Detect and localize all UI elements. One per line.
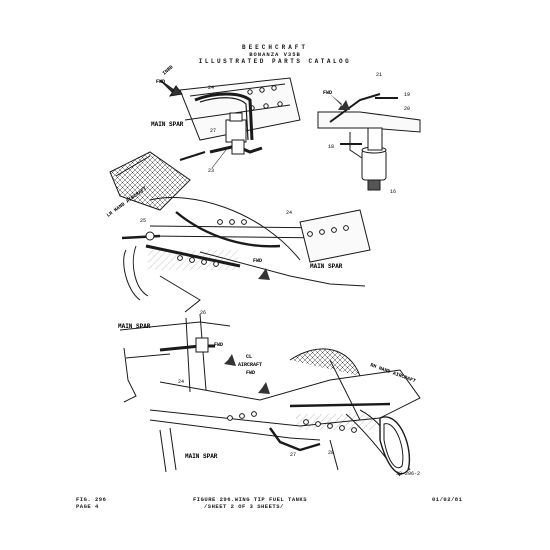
callout-19: 19 bbox=[404, 92, 411, 98]
figure-caption: FIGURE 296.WING TIP FUEL TANKS bbox=[193, 496, 308, 503]
callout-21: 21 bbox=[376, 72, 383, 78]
callout-26: 26 bbox=[200, 310, 207, 316]
header-model: BONANZA V35B bbox=[249, 51, 301, 58]
revision-date: 01/02/81 bbox=[432, 496, 463, 503]
callout-25: 25 bbox=[140, 218, 147, 224]
callout-16: 16 bbox=[390, 189, 397, 195]
fwd-label-4: FWD bbox=[214, 342, 224, 348]
main-spar-label-2: MAIN SPAR bbox=[310, 263, 343, 270]
fwd-label-3: FWD bbox=[253, 258, 263, 264]
callout-27b: 27 bbox=[290, 452, 297, 458]
header-catalog-title: ILLUSTRATED PARTS CATALOG bbox=[198, 58, 352, 65]
callout-24a: 24 bbox=[208, 85, 215, 91]
inbd-label-1: INBD bbox=[161, 64, 175, 77]
main-spar-label-3: MAIN SPAR bbox=[118, 323, 151, 330]
fwd-label-5: FWD bbox=[246, 370, 256, 376]
callout-23: 23 bbox=[208, 168, 215, 174]
callout-24b: 24 bbox=[286, 210, 293, 216]
fwd-label-2: FWD bbox=[323, 90, 333, 96]
view-middle bbox=[110, 152, 370, 312]
fwd-label-1: FWD bbox=[156, 79, 166, 85]
main-spar-label-1: MAIN SPAR bbox=[151, 121, 184, 128]
lh-hand-aircraft-label: LH HAND AIRCRAFT bbox=[105, 185, 149, 219]
header-manufacturer: BEECHCRAFT bbox=[241, 44, 308, 51]
callout-28: 28 bbox=[328, 450, 335, 456]
rh-hand-aircraft-label: RH HAND AIRCRAFT bbox=[369, 362, 417, 385]
view-lower-left-arrow bbox=[218, 350, 236, 366]
sheet-indicator: /SHEET 2 OF 3 SHEETS/ bbox=[204, 503, 284, 510]
callout-18: 18 bbox=[328, 144, 335, 150]
drawing-number: 33-296-2 bbox=[396, 471, 421, 477]
cl-label: CL bbox=[246, 354, 253, 360]
view-upper-left bbox=[180, 78, 300, 160]
main-spar-label-4: MAIN SPAR bbox=[185, 453, 218, 460]
callout-27: 27 bbox=[210, 128, 217, 134]
view-upper-right-arrow bbox=[330, 94, 350, 110]
callout-24c: 24 bbox=[178, 379, 185, 385]
page-number: PAGE 4 bbox=[76, 503, 99, 510]
aircraft-label: AIRCRAFT bbox=[238, 362, 263, 368]
figure-number: FIG. 296 bbox=[76, 496, 107, 503]
callout-20: 20 bbox=[404, 106, 411, 112]
view-lower-right-arrow bbox=[250, 378, 270, 394]
